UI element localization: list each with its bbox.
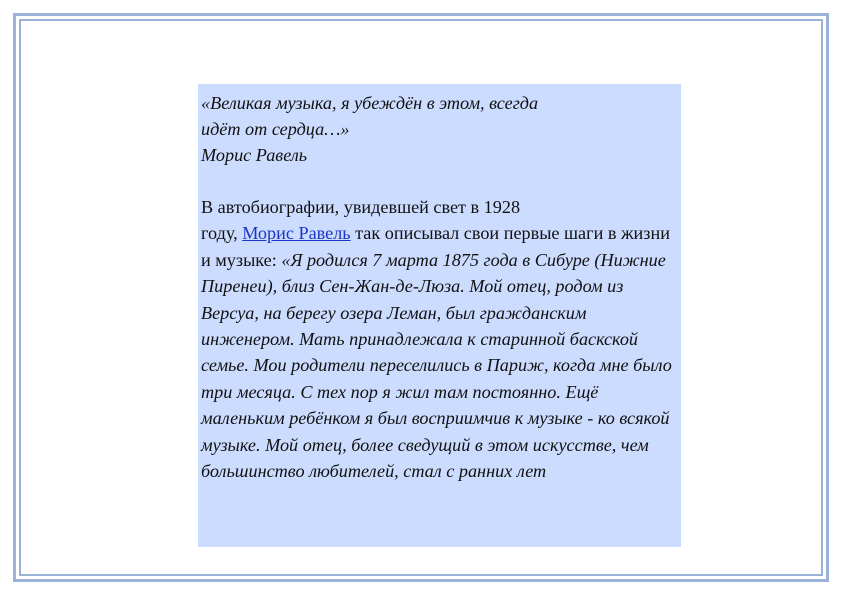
paragraph-intro-1: В автобиографии, увидевшей свет в 1928 — [201, 197, 521, 217]
paragraph-intro-3: так описывал свои первые шаги в жизни и музыке: — [201, 223, 670, 270]
autobiography-quote: «Я родился 7 марта 1875 года в Сибуре (Нижние Пиренеи), близ Сен-Жан-де-Люза. Мой отец, родом из Версуа, на берегу озера Леман, был гражданским инженером. Мать принадлежала к старинной баскской семье. Мои родители переселились в Париж, когда мне было три месяца. С тех пор я жил там постоянно. Ещё маленьким ребёнком я был восприимчив к музыке - ко всякой музыке. Мой отец, более сведущий в этом искусстве, чем большинство любителей, стал с ранних лет — [201, 249, 672, 482]
text-box — [198, 84, 681, 547]
spacer — [201, 168, 677, 194]
ravel-link[interactable]: Морис Равель — [242, 223, 351, 244]
paragraph-intro-2: году, — [201, 223, 243, 244]
epigraph-line-1: «Великая музыка, я убеждён в этом, всегда — [201, 93, 539, 113]
epigraph-line-2: идёт от сердца…» — [201, 119, 350, 139]
biography-paragraph — [201, 194, 677, 484]
epigraph-author: Морис Равель — [201, 145, 308, 165]
